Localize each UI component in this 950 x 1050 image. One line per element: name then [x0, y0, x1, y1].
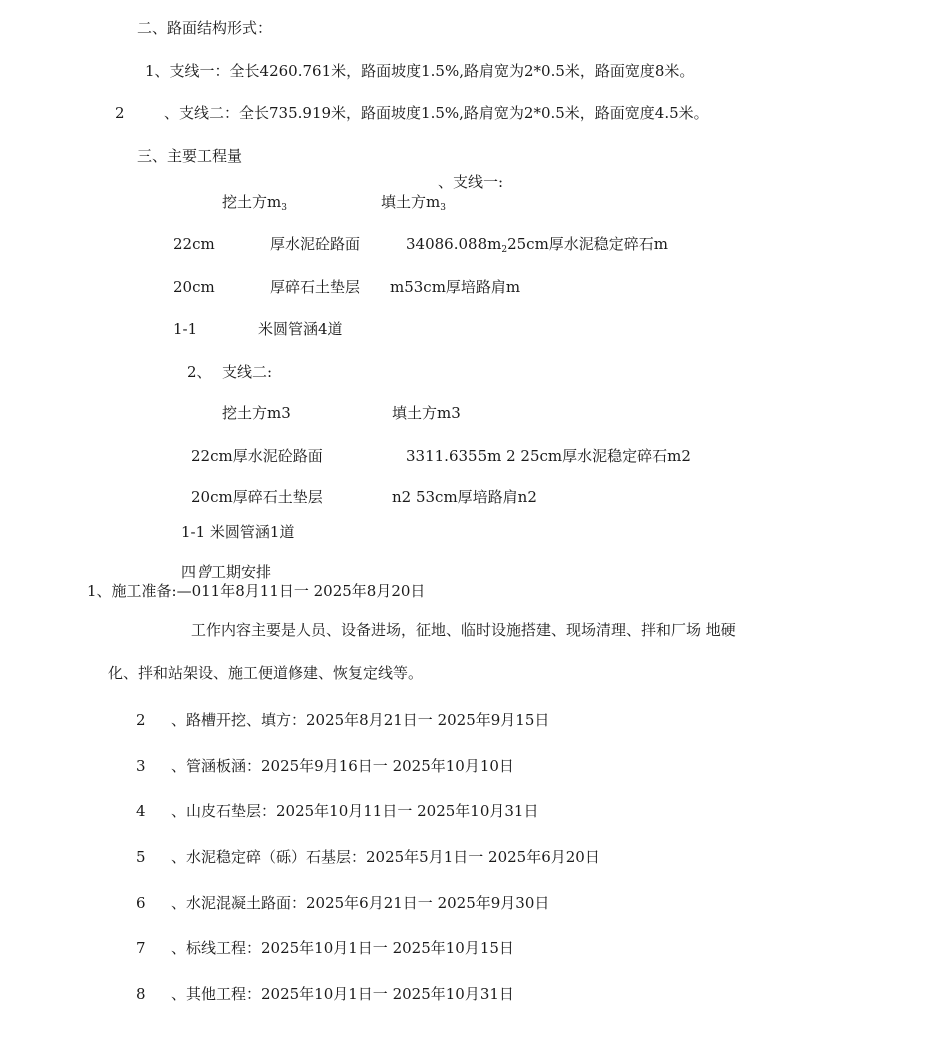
branch1-row3-size: 1-1: [173, 320, 198, 338]
branch1-excavation: 挖土方$m_3$: [222, 193, 287, 213]
schedule-description-line1: 工作内容主要是人员、设备进场，征地、临时设施搭建、现场清理、拌和厂场 地硬: [191, 621, 736, 639]
section3-heading: 三、主要工程量: [137, 147, 243, 165]
schedule-item-text: 、水泥稳定碎（砾）石基层：2025年5月1日一 2025年6月20日: [171, 848, 600, 866]
schedule-item-number: 4: [136, 802, 146, 820]
branch2-label: 支线二:: [222, 363, 273, 381]
branch1-row2-thickness: 20cm: [173, 278, 215, 296]
schedule-item-1: 1、施工准备:—011年8月11日一 2025年8月20日: [87, 582, 426, 600]
branch1-row2-item: 厚碎石土垫层: [270, 278, 361, 296]
branch2-number: 2、: [187, 363, 212, 381]
branch2-fill: 填土方m3: [392, 404, 461, 422]
schedule-item-text: 、山皮石垫层：2025年10月11日一 2025年10月31日: [171, 802, 539, 820]
branch1-quantity-label: 、支线一:: [438, 173, 504, 191]
branch2-row2-item: 20cm厚碎石土垫层: [191, 488, 323, 506]
branch2-row1-item: 22cm厚水泥砼路面: [191, 447, 323, 465]
branch2-row1-quantity: 3311.6355m 2 25cm厚水泥稳定碎石m2: [406, 447, 691, 465]
section2-heading: 二、路面结构形式：: [137, 19, 273, 37]
schedule-item-number: 3: [136, 757, 146, 775]
schedule-item-number: 8: [136, 985, 146, 1003]
schedule-item-number: 2: [136, 711, 146, 729]
schedule-item-text: 、水泥混凝土路面：2025年6月21日一 2025年9月30日: [171, 894, 550, 912]
schedule-description-line2: 化、拌和站架设、施工便道修建、恢复定线等。: [108, 664, 424, 682]
schedule-item-text: 、管涵板涵：2025年9月16日一 2025年10月10日: [171, 757, 514, 775]
branch2-structure-line: 、支线二：全长735.919米，路面坡度1.5%,路肩宽为2*0.5米，路面宽度4.5米。: [164, 104, 709, 122]
branch1-structure-line: 1、支线一：全长4260.761米，路面坡度1.5%,路肩宽为2*0.5米，路面宽度8米。: [145, 62, 695, 80]
branch1-row3-culvert: 米圆管涵4道: [258, 320, 343, 338]
branch2-structure-number: 2: [115, 104, 125, 122]
schedule-item-number: 7: [136, 939, 146, 957]
branch1-row1-thickness: 22cm: [173, 235, 215, 253]
section4-heading: 四曾工期安排: [181, 563, 272, 581]
branch1-row2-quantity: m53cm厚培路肩m: [390, 278, 521, 296]
schedule-item-text: 、其他工程：2025年10月1日一 2025年10月31日: [171, 985, 514, 1003]
branch1-fill: 填土方$m_3$: [381, 193, 446, 213]
branch1-row1-quantity: $34086.088m_225cm$厚水泥稳定碎石m: [406, 235, 669, 255]
branch2-row2-quantity: n2 53cm厚培路肩n2: [392, 488, 537, 506]
schedule-item-number: 5: [136, 848, 146, 866]
schedule-item-number: 6: [136, 894, 146, 912]
schedule-item-text: 、标线工程：2025年10月1日一 2025年10月15日: [171, 939, 514, 957]
schedule-item-text: 、路槽开挖、填方：2025年8月21日一 2025年9月15日: [171, 711, 550, 729]
branch2-excavation: 挖土方m3: [222, 404, 291, 422]
branch1-row1-item: 厚水泥砼路面: [270, 235, 361, 253]
branch2-row3-culvert: 1-1 米圆管涵1道: [181, 523, 295, 541]
